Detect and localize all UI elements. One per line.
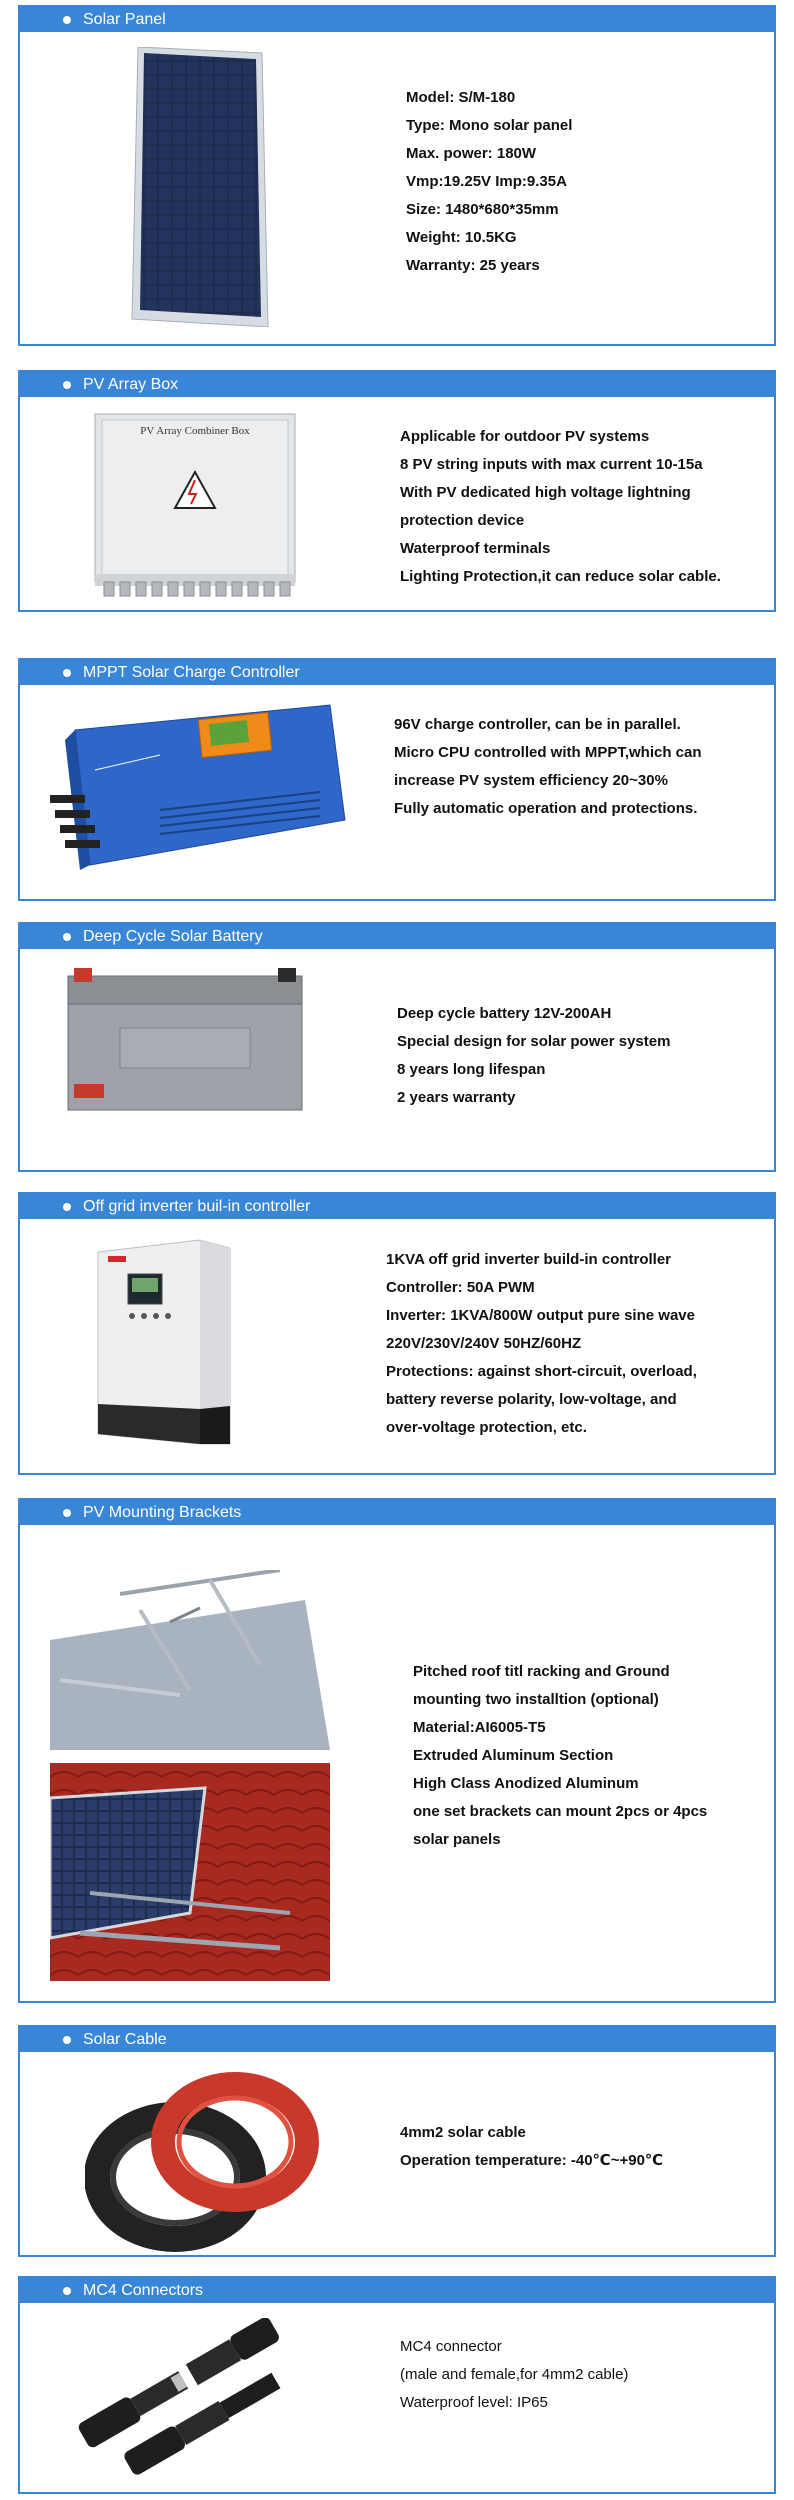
spec-list [400,2119,663,2175]
section-solar-cable [18,2025,776,2257]
spec-line: Applicable for outdoor PV systems [400,428,650,445]
section-title: PV Array Box [83,376,179,393]
section-header [20,2278,774,2303]
section-pv-array-box [18,370,776,612]
section-off-grid-inverter [18,1192,776,1475]
spec-line: Extruded Aluminum Section [413,1747,614,1764]
spec-line: mounting two installtion (optional) [413,1691,659,1708]
mc4-connector-image [65,2318,305,2488]
spec-line: 96V charge controller, can be in parallel. [394,716,681,733]
spec-line: Special design for solar power system [397,1033,671,1050]
section-header [20,660,774,685]
spec-line: 2 years warranty [397,1089,516,1106]
spec-line: Operation temperature: -40℃~+90℃ [400,2152,664,2169]
spec-line: Warranty: 25 years [406,257,540,274]
spec-line: (male and female,for 4mm2 cable) [400,2366,629,2383]
solar-cable-image [85,2062,325,2252]
spec-line: 8 years long lifespan [397,1061,546,1078]
section-title: MC4 Connectors [83,2282,204,2299]
solar-panel-image [130,47,270,327]
section-header [20,1194,774,1219]
ground-mount-image [50,1570,330,1755]
section-header [20,372,774,397]
combiner-box-label: PV Array Combiner Box [140,425,250,437]
spec-line: Fully automatic operation and protections. [394,800,698,817]
section-mc4-connectors [18,2276,776,2494]
spec-line: Deep cycle battery 12V-200AH [397,1005,612,1022]
spec-list [400,423,721,591]
spec-list [400,2333,628,2417]
spec-line: Protections: against short-circuit, overload, [386,1363,697,1380]
spec-line: Inverter: 1KVA/800W output pure sine wave [386,1307,695,1324]
section-title: Solar Cable [83,2031,167,2048]
spec-line: 1KVA off grid inverter build-in controller [386,1251,672,1268]
section-mppt-controller [18,658,776,901]
spec-line: High Class Anodized Aluminum [413,1775,639,1792]
spec-line: Model: S/M-180 [406,89,516,106]
section-header [20,2027,774,2052]
spec-line: Size: 1480*680*35mm [406,201,559,218]
section-header [20,7,774,32]
spec-line: Type: Mono solar panel [406,117,573,134]
spec-line: Controller: 50A PWM [386,1279,535,1296]
section-deep-cycle-battery [18,922,776,1172]
inverter-image [90,1234,240,1449]
section-pv-mounting-brackets [18,1498,776,2003]
section-title: MPPT Solar Charge Controller [83,664,300,681]
spec-line: Weight: 10.5KG [406,229,517,246]
spec-list [406,84,572,280]
spec-line: increase PV system efficiency 20~30% [394,772,668,789]
spec-line: Material:AI6005-T5 [413,1719,546,1736]
spec-line: 220V/230V/240V 50HZ/60HZ [386,1335,582,1352]
spec-line: battery reverse polarity, low-voltage, and [386,1391,677,1408]
spec-list [394,711,702,823]
section-title: Solar Panel [83,11,166,28]
spec-line: With PV dedicated high voltage lightning [400,484,691,501]
spec-line: Vmp:19.25V Imp:9.35A [406,173,567,190]
spec-line: 8 PV string inputs with max current 10-15a [400,456,703,473]
roof-mount-image [50,1763,330,1981]
spec-line: over-voltage protection, etc. [386,1419,587,1436]
spec-line: Pitched roof titl racking and Ground [413,1663,670,1680]
spec-list [386,1246,697,1442]
section-title: Off grid inverter buil-in controller [83,1198,311,1215]
section-header [20,1500,774,1525]
spec-line: solar panels [413,1831,501,1848]
section-solar-panel [18,5,776,346]
spec-line: MC4 connector [400,2338,502,2355]
spec-line: Lighting Protection,it can reduce solar cable. [400,568,721,585]
spec-line: Max. power: 180W [406,145,537,162]
spec-line: one set brackets can mount 2pcs or 4pcs [413,1803,708,1820]
spec-list [413,1658,707,1854]
charge-controller-image [50,700,350,870]
spec-line: Waterproof terminals [400,540,551,557]
spec-list [397,1000,670,1112]
spec-line: protection device [400,512,525,529]
section-title: PV Mounting Brackets [83,1504,242,1521]
section-title: Deep Cycle Solar Battery [83,928,263,945]
spec-line: Waterproof level: IP65 [400,2394,548,2411]
spec-line: 4mm2 solar cable [400,2124,526,2141]
combiner-box-image [90,410,300,600]
battery-image [60,966,310,1116]
spec-line: Micro CPU controlled with MPPT,which can [394,744,702,761]
section-header [20,924,774,949]
